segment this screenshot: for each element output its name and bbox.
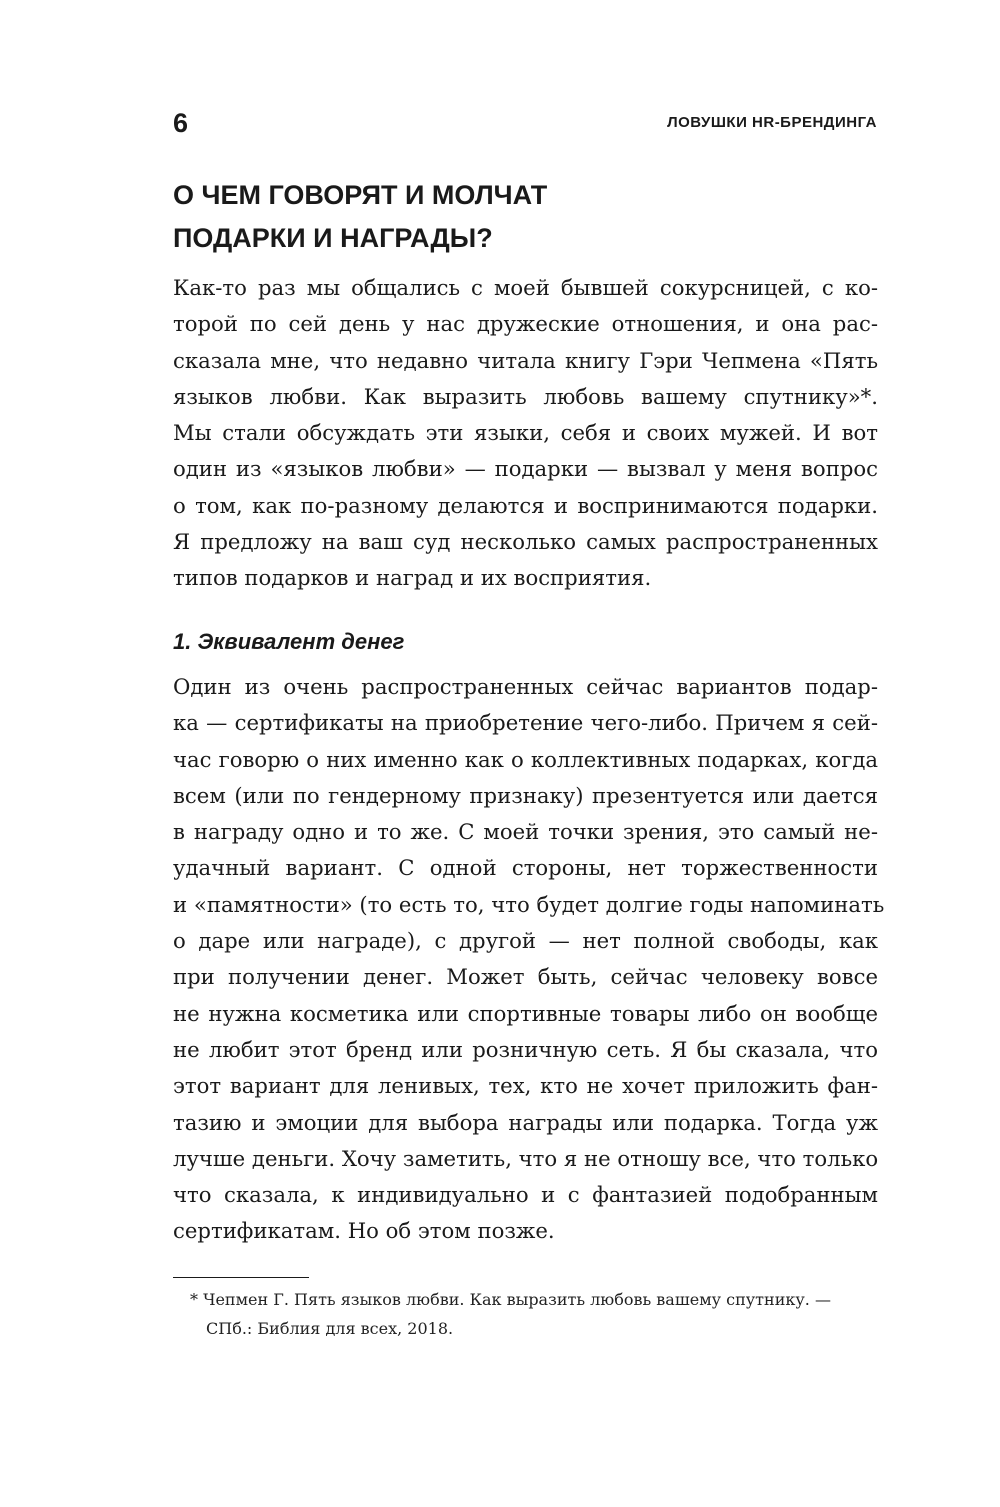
text-line: при получении денег. Может быть, сейчас человеку вовсе [173,964,878,990]
footnote-divider [173,1277,309,1278]
text-line: Как-то раз мы общались с моей бывшей сокурсницей, с ко- [173,275,878,300]
text-line: удачный вариант. С одной стороны, нет торжественности [173,855,878,881]
text-line: тазию и эмоции для выбора награды или подарка. Тогда уж [173,1109,878,1135]
text-line: ка — сертификаты на приобретение чего-либо. Причем я сей- [173,710,878,736]
text-line: Мы стали обсуждать эти языки, себя и своих мужей. И вот [173,420,878,446]
text-line: всем (или по гендерному признаку) презентуется или дается [173,782,878,808]
text-line: в награду одно и то же. С моей точки зрения, это самый не- [173,819,878,845]
text-line: торой по сей день у нас дружеские отношения, и она рас- [173,311,878,337]
text-line: лучше деньги. Хочу заметить, что я не отношу все, что только [173,1145,879,1171]
text-line: о том, как по-разному делаются и воспринимаются подарки. [173,492,878,518]
text-line: что сказала, к индивидуально и с фантазией подобранным [173,1182,878,1208]
text-line: языков любви. Как выразить любовь вашему спутнику»*. [173,383,878,409]
text-line: о даре или награде), с другой — нет полной свободы, как [173,928,878,954]
section-subheading: 1. Эквивалент денег [173,629,405,654]
text-line: не любит этот бренд или розничную сеть. Я бы сказала, что [173,1036,878,1062]
chapter-title [173,174,833,260]
text-line: и «памятности» (то есть то, что будет долгие годы напоминать [173,891,885,917]
footnote-line: СПб.: Библия для всех, 2018. [206,1319,454,1338]
footnote-line: * Чепмен Г. Пять языков любви. Как выразить любовь вашему спутнику. — [190,1290,831,1309]
text-line: сертификатам. Но об этом позже. [173,1218,555,1244]
text-line: Один из очень распространенных сейчас вариантов подар- [173,674,878,699]
text-line: Я предложу на ваш суд несколько самых распространенных [173,529,878,555]
paragraph-money-equivalent [173,669,885,1250]
text-line: сказала мне, что недавно читала книгу Гэри Чепмена «Пять [173,347,878,373]
chapter-title-line: ПОДАРКИ И НАГРАДЫ? [173,223,493,253]
chapter-title-line: О ЧЕМ ГОВОРЯТ И МОЛЧАТ [173,180,548,210]
page-number: 6 [173,108,189,138]
running-header: ЛОВУШКИ HR-БРЕНДИНГА [667,114,877,131]
text-line: час говорю о них именно как о коллективных подарках, когда [173,746,878,772]
text-line: этот вариант для ленивых, тех, кто не хочет приложить фан- [173,1073,878,1099]
paragraph-intro [173,270,878,597]
text-line: не нужна косметика или спортивные товары либо он вообще [173,1000,878,1026]
footnote [190,1285,878,1343]
text-line: один из «языков любви» — подарки — вызвал у меня вопрос [173,456,878,482]
text-line: типов подарков и наград и их восприятия. [173,565,652,591]
